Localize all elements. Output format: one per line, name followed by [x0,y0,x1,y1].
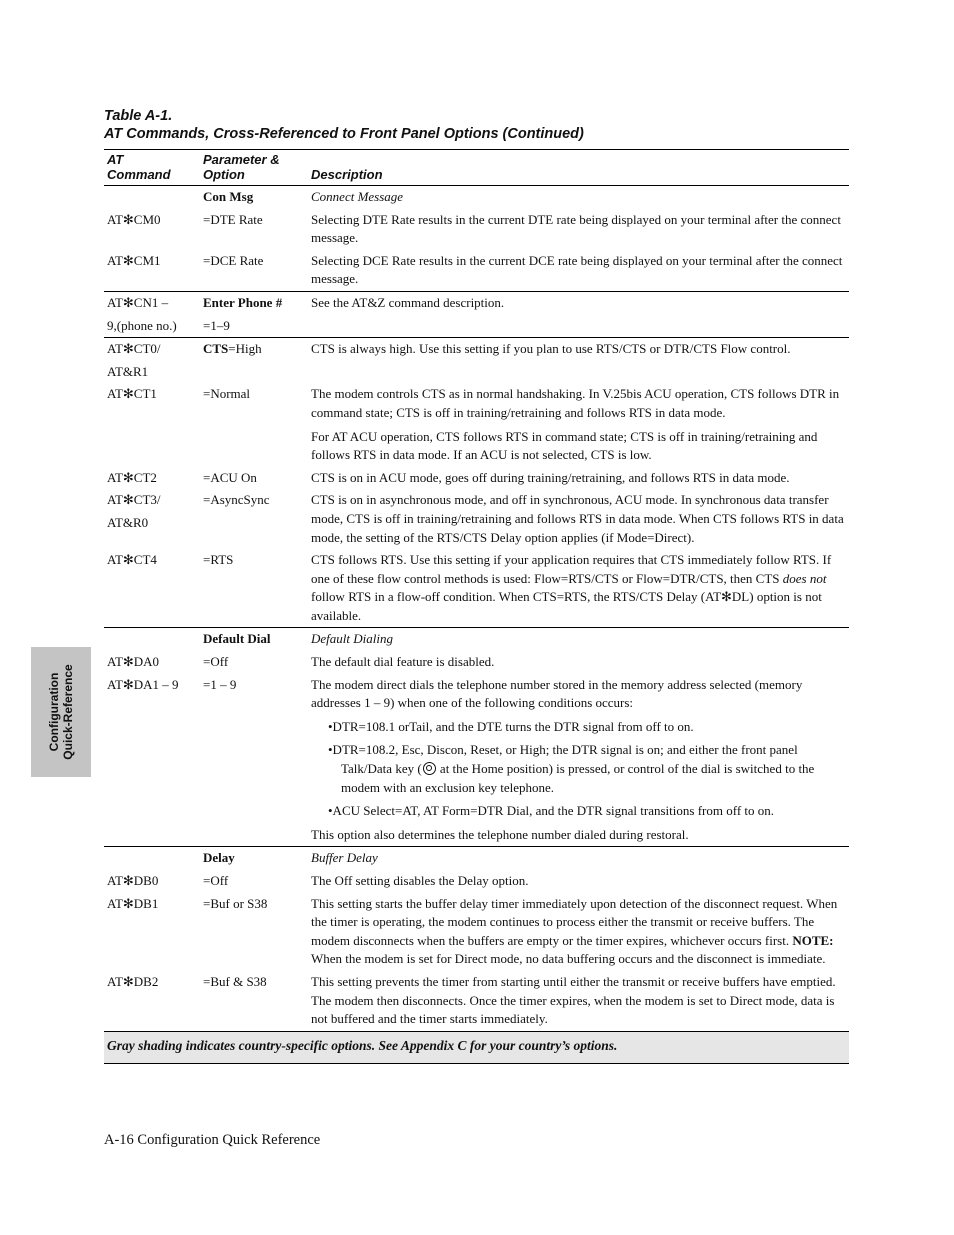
description-cell: The modem controls CTS as in normal handshaking. In V.25bis ACU operation, CTS follows DTR in command state; CTS is off in training/retraining and follows RTS in data mode. For AT ACU operation, CTS follows RTS in command state; CTS is off in training/retraining and follows RTS in data mode. If an ACU is not selected, CTS is low. [311,386,840,463]
description-cell: CTS is always high. Use this setting if you plan to use RTS/CTS or DTR/CTS Flow control. [307,338,849,384]
table-header-row [104,150,849,186]
bullet-item: •DTR=108.2, Esc, Discon, Reset, or High; the DTR signal is on; and either the front panel Talk/Data key ( at the Home position) is pressed, or control of the dial is switched to the modem with an exclusion key telephone. [328,742,815,795]
bullet-item: •ACU Select=AT, AT Form=DTR Dial, and the DTR signal transitions from off to on. [328,803,775,819]
table-caption [104,107,849,143]
description-cell: CTS is on in ACU mode, goes off during training/retraining, and follows RTS in data mode. [311,469,790,485]
option-cell: =RTS [203,552,234,568]
description-cell: This setting prevents the timer from starting until either the transmit or receive buffers have emptied. The modem then disconnects. Once the timer expires, when the modem is set to Direct mode, data is not buffered and the timer starts immediately. [311,973,836,1027]
at-command-cell: AT✻CT4 [107,552,157,568]
table-note-row [104,1031,849,1064]
table-number: Table A-1. [104,108,173,124]
description-cell: Selecting DTE Rate results in the current DTE rate being displayed on your terminal after the connect message. [311,211,841,246]
option-cell: =ACU On [203,469,257,485]
option-cell: =Off [203,873,229,888]
table-row [104,291,849,337]
option-group-title: Enter Phone # [203,294,283,310]
table-row [104,549,849,628]
table-row [104,651,849,674]
side-tab-line2: Quick-Reference [61,664,75,760]
table-row [104,489,849,549]
description-cell: See the AT&Z command description. [307,291,849,337]
option-cell: =Buf & S38 [203,973,267,989]
at-command-cell: AT✻CN1 – 9,(phone no.) [104,291,199,337]
at-command-cell: AT✻DA1 – 9 [107,676,179,692]
option-cell: =DCE Rate [203,252,264,268]
side-tab-line1: Configuration [47,672,61,752]
header-at-command: AT Command [104,150,199,186]
description-cell: The Off setting disables the Delay option. [311,873,529,888]
at-command-cell: AT✻DB2 [107,973,159,989]
at-commands-table [104,149,849,1064]
description-cell: CTS follows RTS. Use this setting if your application requires that CTS immediately follow RTS. If one of these flow control methods is used: Flow=RTS/CTS or Flow=DTR/CTS, then CTS does not follow RTS in a flow-off condition. When CTS=RTS, the RTS/CTS Delay (AT✻DL) option is not available. [311,552,832,623]
header-description: Description [307,150,849,186]
page-footer: A-16 Configuration Quick Reference [104,1132,321,1148]
table-row [104,971,849,1031]
description-cell: CTS is on in asynchronous mode, and off in synchronous, ACU mode. In synchronous data transfer mode, CTS is off in training/retraining and follows RTS in data mode. When CTS follows RTS in data mode, the setting of the RTS/CTS Delay option applies (if Mode=Direct). [311,492,844,545]
description-cell: Selecting DCE Rate results in the current DCE rate being displayed on your terminal after the connect message. [311,252,843,287]
talk-data-key-icon [423,762,436,775]
option-cell: =Off [203,654,229,670]
table-row [104,338,849,384]
table-row [104,847,849,870]
table-row [104,250,849,292]
option-group-desc: Buffer Delay [307,847,849,870]
description-cell: The modem direct dials the telephone number stored in the memory address selected (memory addresses 1 – 9) when one of the following conditions occurs: •DTR=108.1 orTail, and the DTE turns the DTR signal from off to on. •DTR=108.2, Esc, Discon, Reset, or High; the DTR signal is on; and either the front panel Talk/Data key ( at the Home position) is pressed, or control of the dial is switched to the modem with an exclusion key telephone. •ACU Select=AT, AT Form=DTR Dial, and the DTR signal transitions from off to on. This option also determines the telephone number dialed during restoral. [307,674,849,847]
at-command-cell: AT✻CT0/ AT&R1 [104,338,199,384]
at-command-cell: AT✻CM0 [107,211,161,227]
at-command-cell: AT✻CT2 [107,469,157,485]
table-row [104,467,849,490]
at-command-cell: AT✻CT3/ AT&R0 [107,492,161,530]
at-command-cell: AT✻DA0 [107,654,160,670]
option-group-title: Con Msg [203,189,254,204]
at-command-cell: AT✻DB0 [107,873,159,888]
at-command-cell: AT✻CM1 [107,252,161,268]
option-cell: =Normal [203,386,251,402]
table-row [104,893,849,971]
at-command-cell: AT✻CT1 [107,386,157,402]
table-title: AT Commands, Cross-Referenced to Front Panel Options (Continued) [104,126,584,142]
option-group-desc: Connect Message [311,189,404,204]
table-row [104,383,849,466]
at-command-cell: AT✻DB1 [107,895,159,911]
gray-shading-note: Gray shading indicates country-specific options. See Appendix C for your country’s options. [104,1031,849,1064]
option-cell: =Buf or S38 [203,895,268,911]
section-side-tab [31,647,91,777]
table-row [104,209,849,250]
description-cell: This setting starts the buffer delay timer immediately upon detection of the disconnect request. When the timer is operating, the modem continues to process either the transmit or receive buffers. The modem disconnects when the buffers are empty or the timer expires, whichever occurs first. NOTE: When the modem is set for Direct mode, no data buffering occurs and the disconnect is immediate. [311,895,838,967]
option-cell: =DTE Rate [203,211,263,227]
option-cell: CTS=High [199,338,307,384]
table-row [104,870,849,893]
option-group-desc: Default Dialing [307,628,849,651]
bullet-item: •DTR=108.1 orTail, and the DTE turns the DTR signal from off to on. [328,718,694,734]
table-row [104,186,849,209]
table-row [104,628,849,651]
description-cell: The default dial feature is disabled. [311,654,495,670]
option-group-title: Delay [199,847,307,870]
table-row [104,674,849,847]
option-group-title: Default Dial [199,628,307,651]
option-cell: =1 – 9 [203,676,237,692]
header-parameter-option: Parameter & Option [199,150,307,186]
option-cell: =AsyncSync [203,492,270,508]
option-cell: Enter Phone # =1–9 [199,291,307,337]
